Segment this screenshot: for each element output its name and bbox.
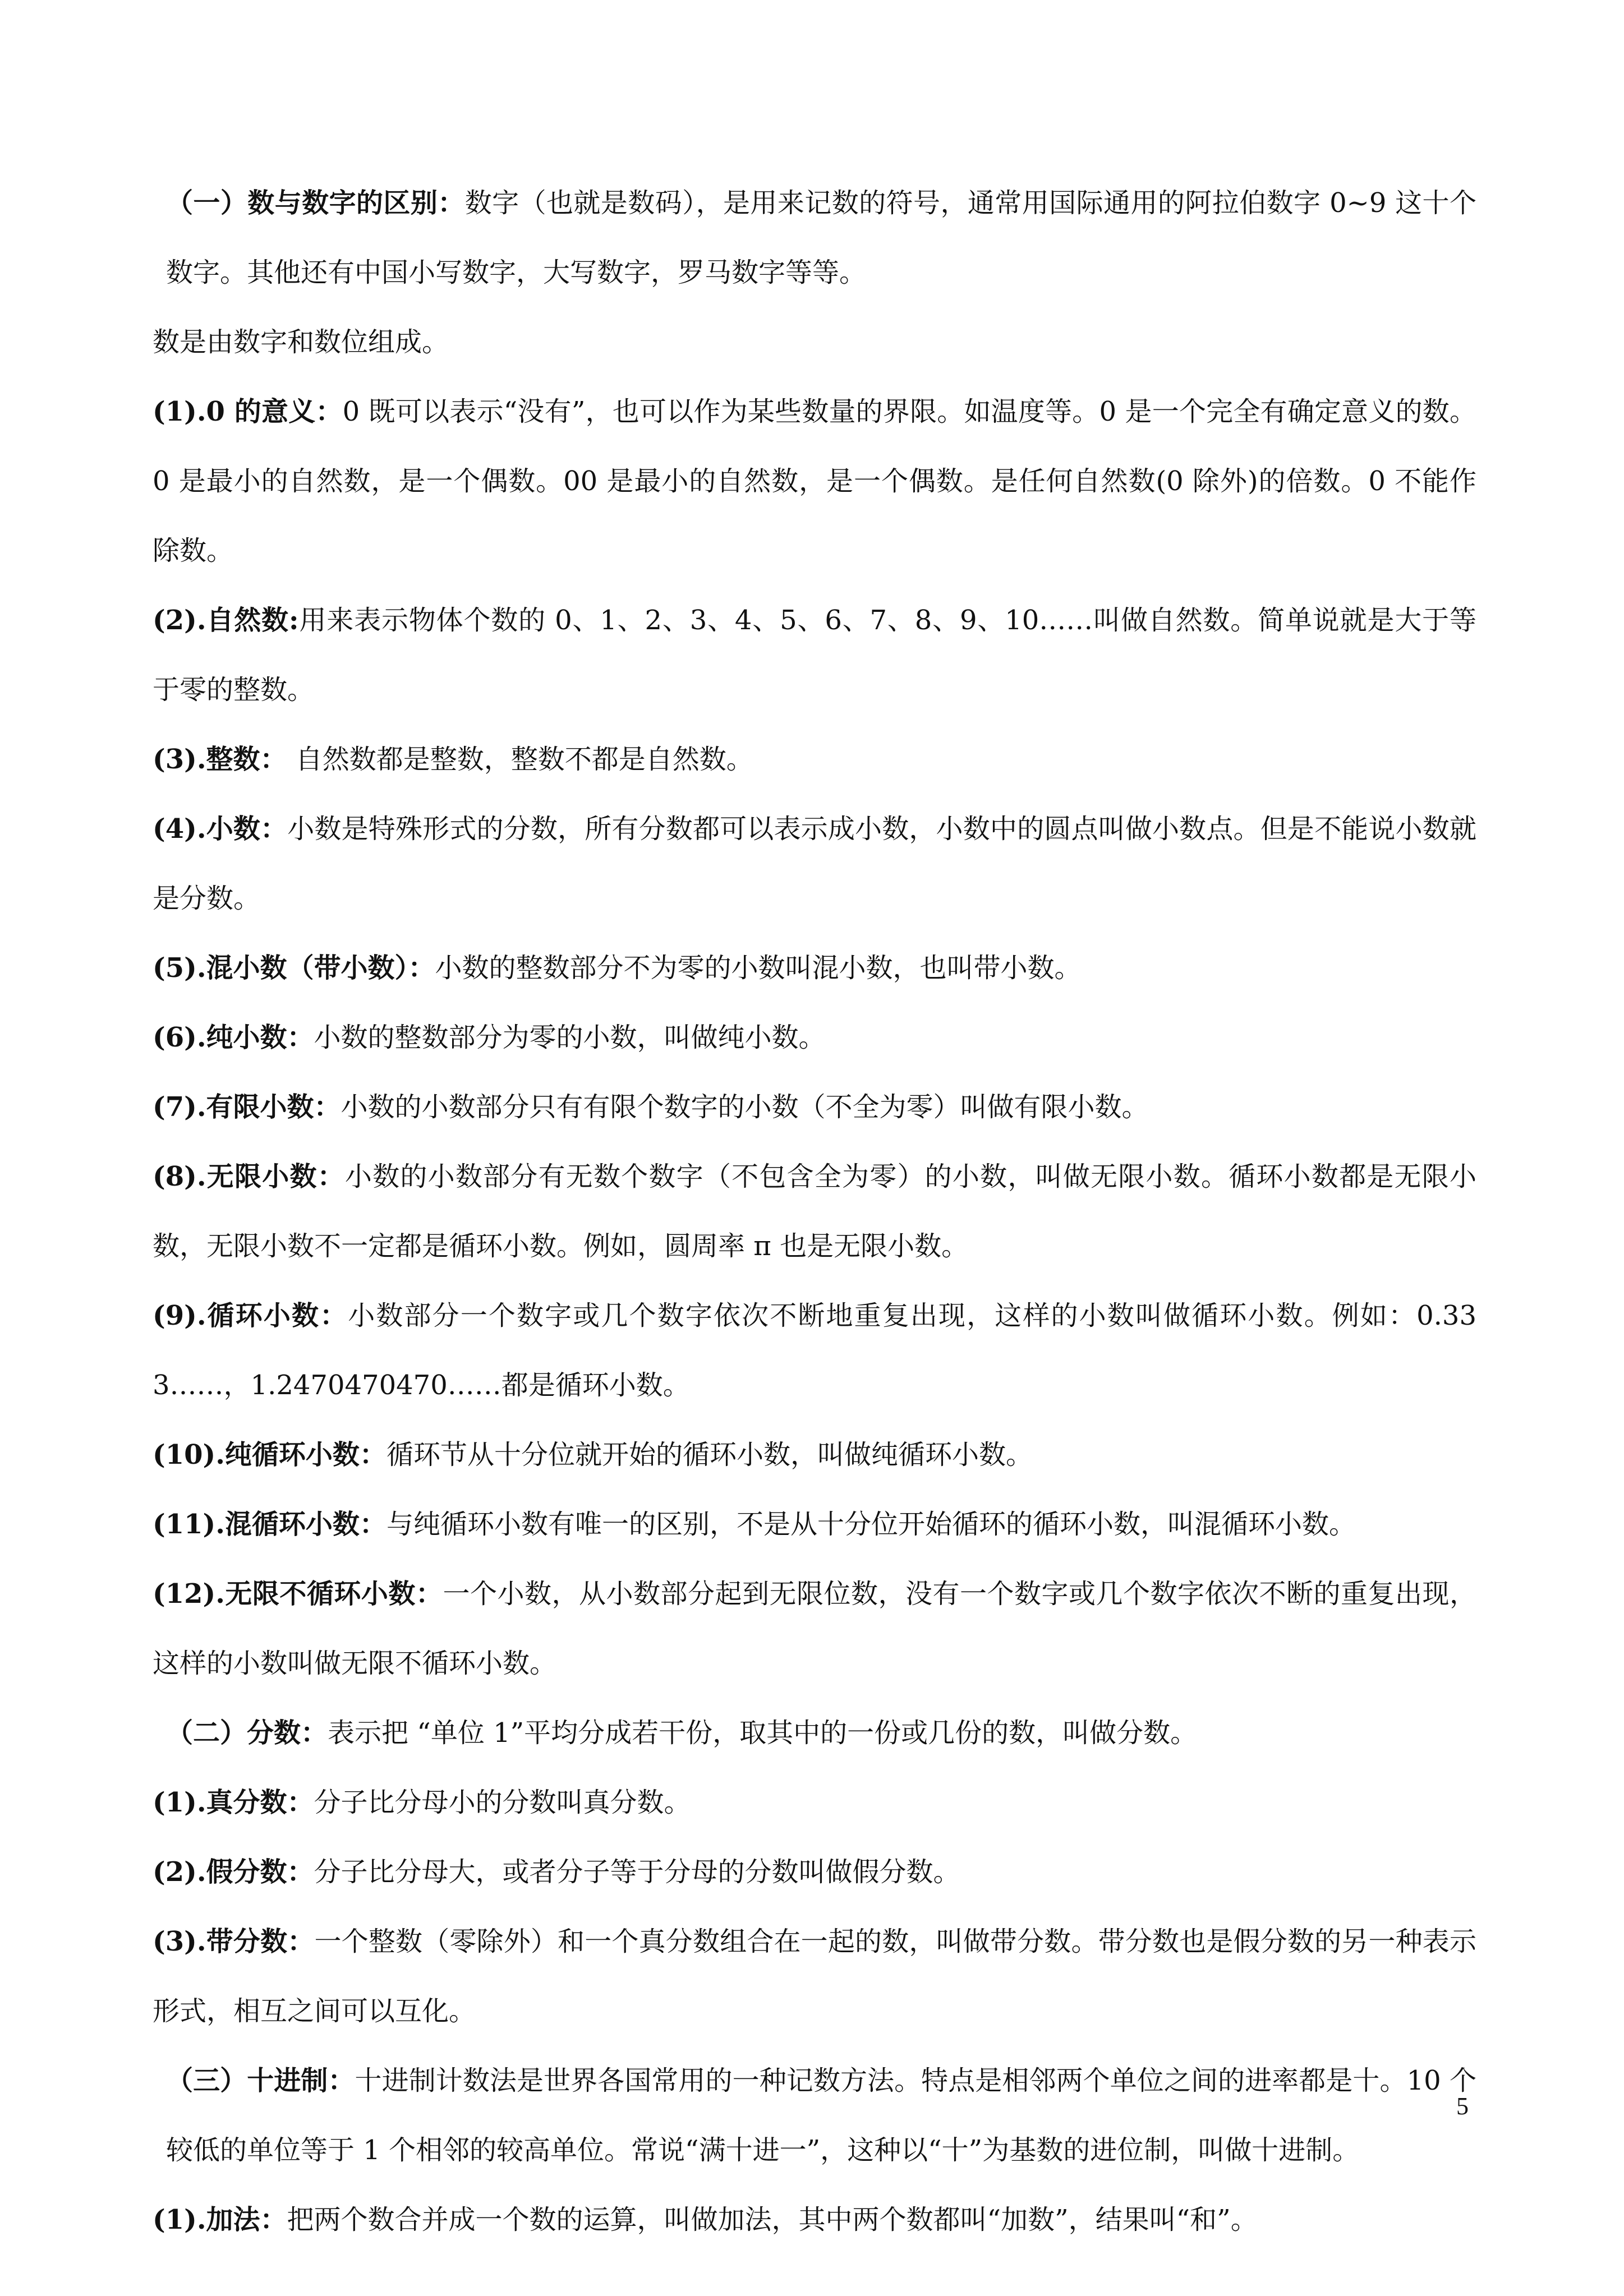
paragraph-number-composition	[153, 307, 1476, 377]
page-number: 5	[1456, 2092, 1469, 2120]
paragraph-mixed-repeating	[153, 1490, 1476, 1559]
paragraph-improper-fraction	[153, 1837, 1476, 1907]
paragraph-pure-decimals	[153, 1003, 1476, 1072]
paragraph-section-2	[153, 1698, 1476, 1768]
term-label: (3).带分数：	[153, 1926, 315, 1957]
paragraph-text: 一个整数（零除外）和一个真分数组合在一起的数，叫做带分数。带分数也是假分数的另一种表示形式，相互之间可以互化。	[153, 1926, 1476, 2027]
paragraph-natural-numbers	[153, 585, 1476, 725]
paragraph-text: 小数的小数部分只有有限个数字的小数（不全为零）叫做有限小数。	[341, 1091, 1149, 1123]
term-label: (8).无限小数：	[153, 1161, 345, 1192]
term-label: (10).纯循环小数：	[153, 1439, 387, 1470]
term-label: (5).混小数（带小数）：	[153, 952, 435, 984]
paragraph-proper-fraction	[153, 1768, 1476, 1837]
paragraph-mixed-fraction	[153, 1907, 1476, 2046]
paragraph-pure-repeating	[153, 1420, 1476, 1490]
paragraph-text: 用来表示物体个数的 0、1、2、3、4、5、6、7、8、9、10……叫做自然数。简单说就是大于等于零的整数。	[153, 605, 1476, 706]
term-label: （三）十进制：	[166, 2065, 355, 2096]
paragraph-mixed-decimals	[153, 933, 1476, 1003]
paragraph-text: 小数的小数部分有无数个数字（不包含全为零）的小数，叫做无限小数。循环小数都是无限小数，无限小数不一定都是循环小数。例如，圆周率 π 也是无限小数。	[153, 1161, 1476, 1262]
paragraph-finite-decimals	[153, 1072, 1476, 1142]
paragraph-infinite-decimals	[153, 1142, 1476, 1281]
term-label: （一）数与数字的区别：	[166, 187, 465, 219]
paragraph-text: 小数部分一个数字或几个数字依次不断地重复出现，这样的小数叫做循环小数。例如：0.333……，1.2470470470……都是循环小数。	[153, 1300, 1476, 1401]
paragraph-repeating-decimals	[153, 1281, 1476, 1420]
paragraph-addition	[153, 2185, 1476, 2254]
paragraph-section-1	[153, 168, 1476, 307]
paragraph-text: 一个小数，从小数部分起到无限位数，没有一个数字或几个数字依次不断的重复出现，这样的小数叫做无限不循环小数。	[153, 1578, 1476, 1679]
term-label: （二）分数：	[166, 1717, 328, 1749]
paragraph-text: 小数的整数部分为零的小数，叫做纯小数。	[314, 1022, 826, 1053]
paragraph-text: 数字（也就是数码），是用来记数的符号，通常用国际通用的阿拉伯数字 0~9 这十个数字。其他还有中国小写数字，大写数字，罗马数字等等。	[166, 187, 1476, 288]
paragraph-text: 数是由数字和数位组成。	[153, 326, 449, 358]
term-label: (1).加法：	[153, 2204, 287, 2235]
paragraph-text: 自然数都是整数，整数不都是自然数。	[287, 744, 753, 775]
term-label: (1).0 的意义：	[153, 396, 343, 427]
document-body	[153, 168, 1476, 2254]
term-label: (2).假分数：	[153, 1856, 314, 1888]
paragraph-text: 小数是特殊形式的分数，所有分数都可以表示成小数，小数中的圆点叫做小数点。但是不能说小数就是分数。	[153, 813, 1476, 914]
term-label: (6).纯小数：	[153, 1022, 314, 1053]
term-label: (2).自然数:	[153, 605, 299, 636]
paragraph-text: 把两个数合并成一个数的运算，叫做加法，其中两个数都叫“加数”，结果叫“和”。	[287, 2204, 1258, 2235]
paragraph-text: 分子比分母小的分数叫真分数。	[314, 1787, 691, 1818]
term-label: (7).有限小数：	[153, 1091, 341, 1123]
paragraph-text: 表示把 “单位 1”平均分成若干份，取其中的一份或几份的数，叫做分数。	[328, 1717, 1198, 1749]
term-label: (12).无限不循环小数：	[153, 1578, 443, 1610]
paragraph-text: 0 既可以表示“没有”，也可以作为某些数量的界限。如温度等。0 是一个完全有确定意义的数。0 是最小的自然数，是一个偶数。00 是最小的自然数，是一个偶数。是任何自然数(0 除外)的倍数。0 不能作除数。	[153, 396, 1476, 566]
term-label: (4).小数：	[153, 813, 288, 845]
paragraph-section-3	[153, 2046, 1476, 2185]
term-label: (3).整数：	[153, 744, 287, 775]
paragraph-text: 与纯循环小数有唯一的区别，不是从十分位开始循环的循环小数，叫混循环小数。	[386, 1509, 1356, 1540]
paragraph-non-repeating	[153, 1559, 1476, 1698]
paragraph-integers	[153, 725, 1476, 794]
term-label: (11).混循环小数：	[153, 1509, 387, 1540]
paragraph-zero-meaning	[153, 377, 1476, 585]
term-label: (9).循环小数：	[153, 1300, 348, 1331]
paragraph-text: 分子比分母大，或者分子等于分母的分数叫做假分数。	[314, 1856, 960, 1888]
paragraph-text: 循环节从十分位就开始的循环小数，叫做纯循环小数。	[386, 1439, 1033, 1470]
paragraph-text: 十进制计数法是世界各国常用的一种记数方法。特点是相邻两个单位之间的进率都是十。10 个较低的单位等于 1 个相邻的较高单位。常说“满十进一”，这种以“十”为基数的进位制，叫做十进制。	[166, 2065, 1476, 2166]
term-label: (1).真分数：	[153, 1787, 314, 1818]
paragraph-decimals	[153, 794, 1476, 933]
paragraph-text: 小数的整数部分不为零的小数叫混小数，也叫带小数。	[435, 952, 1082, 984]
